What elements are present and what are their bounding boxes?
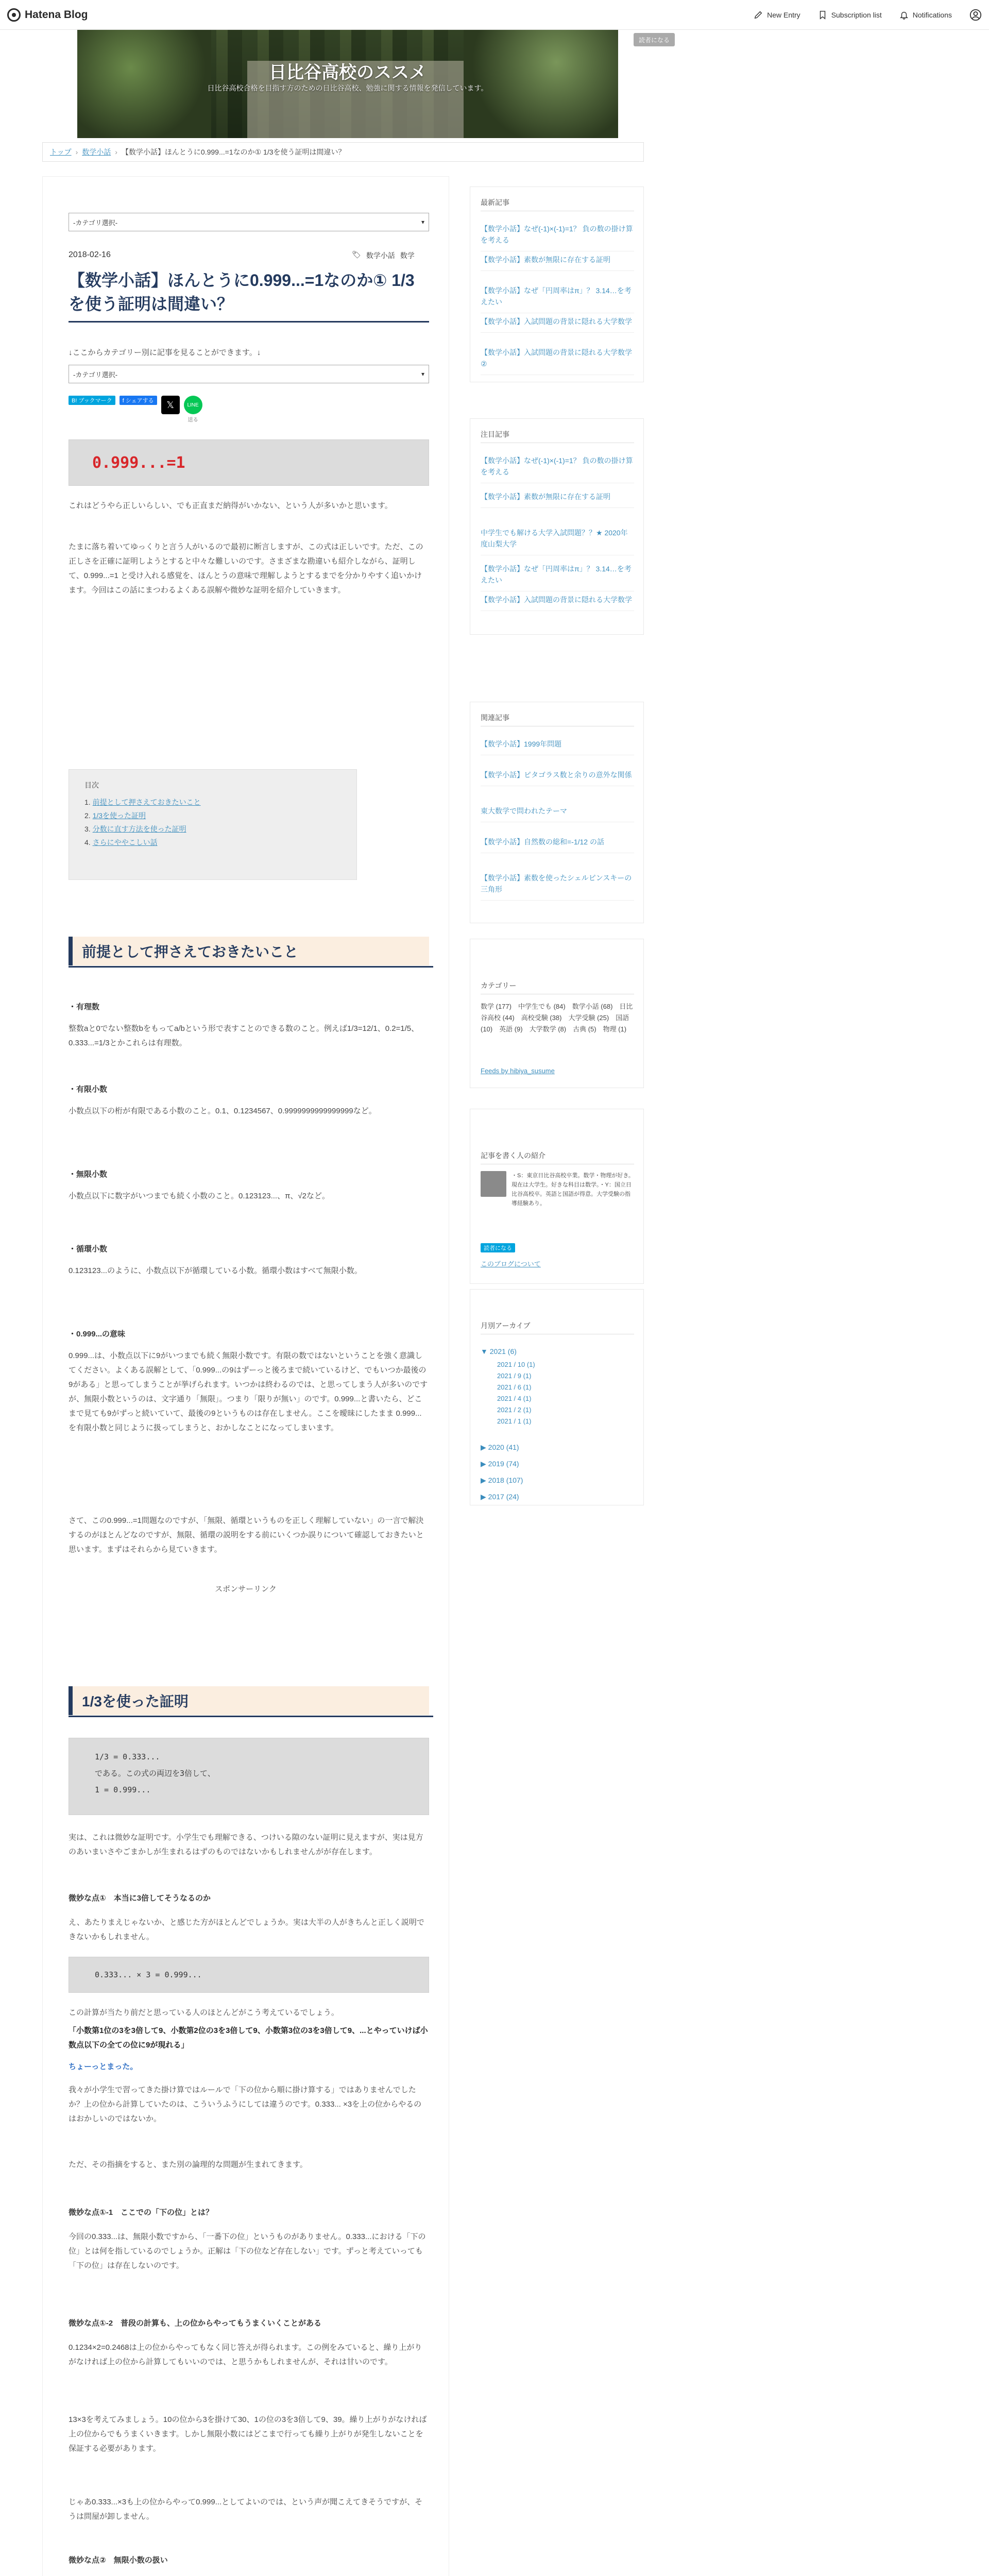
notifications-label: Notifications: [912, 10, 952, 19]
notifications-link[interactable]: [899, 10, 952, 20]
breadcrumb-separator: ›: [75, 148, 78, 156]
module-title: カテゴリー: [481, 981, 517, 990]
toc-link[interactable]: 1/3を使った証明: [92, 811, 146, 820]
user-menu[interactable]: [969, 9, 982, 21]
logo-text: Hatena Blog: [25, 8, 88, 21]
archive-month[interactable]: 2021 / 4 (1): [497, 1395, 532, 1402]
user-icon: [969, 9, 982, 21]
paragraph: ただ、その指摘をすると、また別の論理的な問題が生まれてきます。: [69, 2160, 308, 2169]
blue-text: ちょーっとまった。: [69, 2062, 138, 2071]
table-of-contents: 目次 1. 前提として押さえておきたいこと 2. 1/3を使った証明 3. 分数に直す方法を使った証明 4. さらにややこしい話: [69, 769, 357, 880]
category-link[interactable]: 数学小話: [366, 251, 395, 260]
sub-heading: 微妙な点①-1 ここでの「下の位」とは？: [69, 2208, 214, 2217]
category-select-value: -カテゴリ選択-: [73, 370, 118, 379]
section-heading: [69, 937, 429, 965]
archive-module: [470, 1289, 644, 1505]
line-share-button[interactable]: [184, 396, 202, 414]
proof-line: 1 = 0.999...: [95, 1785, 151, 1794]
pencil-icon: [754, 10, 763, 20]
archive-month[interactable]: 2021 / 9 (1): [497, 1372, 532, 1380]
proof-box: [69, 1738, 429, 1815]
category-select-top[interactable]: [69, 213, 429, 231]
related-entries-module: [470, 702, 644, 923]
related-entry-link[interactable]: 【数学小話】素数を使ったシェルピンスキーの三角形: [481, 872, 634, 901]
paragraph: 今回の0.333...は、無限小数ですから、「一番下の位」というものがありません。0.333...における「下の位」とは何を指しているのでしょうか。正解は「下の位など存在しない」です。ずっと考えていっても「下の位」は存在しないのです。: [69, 2232, 426, 2270]
proof-line: 1/3 = 0.333...: [95, 1752, 160, 1761]
readers-button[interactable]: 読者になる: [634, 33, 675, 46]
formula-text: 0.999...=1: [92, 453, 185, 472]
hatena-logo-icon: [7, 8, 21, 22]
toc-title: 目次: [84, 781, 99, 789]
paragraph: 整数aと0でない整数bをもってa/bという形で表すことのできる数のこと。例えば1/3=12/1、0.2=1/5、0.333...=1/3とかこれらは有理数。: [69, 1024, 419, 1047]
subscription-label: Subscription list: [831, 10, 882, 19]
calc-box: [69, 1957, 429, 1993]
breadcrumb: [42, 142, 644, 162]
tag-icon: 🏷: [352, 250, 361, 259]
category-intro: ↓ここからカテゴリー別に記事を見ることができます。↓: [69, 348, 261, 357]
hatena-blog-logo[interactable]: [7, 8, 88, 22]
related-entry-link[interactable]: 【数学小話】自然数の総和=-1/12 の話: [481, 836, 634, 853]
new-entry-label: New Entry: [767, 10, 800, 19]
x-icon: 𝕏: [166, 399, 174, 410]
recent-entry-link[interactable]: 【数学小話】入試問題の背景に隠れる大学数学: [481, 316, 634, 333]
breadcrumb-category[interactable]: 数学小話: [82, 148, 111, 156]
bookmark-icon: [818, 10, 827, 20]
chevron-down-icon: ▾: [421, 370, 424, 378]
paragraph: じゃあ0.333...×3も上の位からやって0.999...としてよいのでは、という声が聞こえてきそうですが、そうは問屋が卸しません。: [69, 2498, 423, 2521]
new-entry-link[interactable]: [754, 10, 800, 20]
paragraph: これはどうやら正しいらしい、でも正直まだ納得がいかない、という人が多いかと思います。: [69, 501, 393, 510]
term-heading: ・循環小数: [69, 1245, 108, 1253]
module-title: 注目記事: [481, 430, 509, 438]
sponsored-link-label: スポンサーリンク: [215, 1585, 277, 1594]
paragraph: 小数点以下の桁が有限である小数のこと。0.1、0.1234567、0.9999999999999999など。: [69, 1107, 377, 1115]
profile-module: [470, 1109, 644, 1284]
section-heading-text: 前提として押さえておきたいこと: [82, 944, 299, 960]
breadcrumb-current: 【数学小話】ほんとうに0.999...=1なのか① 1/3を使う証明は間違い？: [121, 148, 346, 156]
sub-heading: 微妙な点①-2 普段の計算も、上の位からやってもうまくいくことがある: [69, 2319, 322, 2328]
breadcrumb-top[interactable]: トップ: [50, 148, 72, 156]
archive-month[interactable]: 2021 / 1 (1): [497, 1417, 532, 1425]
paragraph: 我々が小学生で習ってきた掛け算ではルールで「下の位から順に掛け算する」ではありませんでしたか？上の位から計算していたのは、こういうふうにしては違うのです。0.333... ×3を上の位からやるのはおかしいのではないか。: [69, 2086, 422, 2123]
archive-year[interactable]: ▶ 2019 (74): [481, 1460, 519, 1468]
about-blog-link[interactable]: このブログについて: [481, 1260, 541, 1268]
popular-entry-link[interactable]: 【数学小話】素数が無限に存在する証明: [481, 491, 634, 508]
category-list[interactable]: 数学 (177) 中学生でも (84) 数学小話 (68) 日比谷高校 (44) 高校受験 (38) 大学受験 (25) 国語 (10) 英語 (9) 大学数学 (8) 古典 (5) 物理 (1): [481, 1003, 633, 1033]
category-link[interactable]: 数学: [400, 251, 415, 260]
paragraph: 小数点以下に数字がいつまでも続く小数のこと。0.123123...、π、√2など。: [69, 1192, 330, 1200]
hatena-bookmark-button[interactable]: B! ブックマーク: [69, 396, 115, 405]
category-select-inner[interactable]: [69, 365, 429, 383]
proof-line: である。この式の両辺を3倍して、: [95, 1769, 215, 1778]
entry-title[interactable]: 【数学小話】ほんとうに0.999...=1なのか① 1/3を使う証明は間違い？: [69, 271, 415, 313]
related-entry-link[interactable]: 【数学小話】1999年問題: [481, 738, 634, 755]
subscription-list-link[interactable]: [818, 10, 882, 20]
entry-date[interactable]: 2018-02-16: [69, 250, 111, 259]
archive-year[interactable]: ▶ 2020 (41): [481, 1443, 519, 1451]
calc-text: 0.333... × 3 = 0.999...: [95, 1970, 202, 1979]
blog-title[interactable]: 日比谷高校のススメ: [269, 62, 427, 83]
profile-text: ・S：東京日比谷高校卒業。数学・物理が好き。現在は大学生。好きな科目は数学。・Y：国立日比谷高校卒。英語と国語が得意。大学受験の指導経験あり。: [511, 1173, 634, 1207]
paragraph: 0.999...は、小数点以下に9がいつまでも続く無限小数です。有限の数ではないということを強く意識してください。よくある誤解として、「0.999...の9はずーっと後ろまで続いているけど、でもいつか最後の9がある」と思ってしまうことが挙げられます。いつかは終わるのでは、と思ってしまう人が多いのですが、無限小数というのは、文字通り「無限」。つまり「限りが無い」のです。0.999...と書いたら、どこまで見ても9がずっと続いていて、最後の9というものは存在しません。ここを曖昧にしたまま 0.999... を有限小数と同じように扱ってしまうと、おかしなことになってしまいます。: [69, 1351, 428, 1432]
section-heading: [69, 1686, 429, 1715]
paragraph: [69, 2060, 429, 2074]
avatar[interactable]: [481, 1171, 506, 1197]
popular-entries-module: [470, 418, 644, 635]
article: [42, 176, 449, 2576]
term-heading: ・有限小数: [69, 1085, 108, 1094]
blog-description: 日比谷高校合格を目指す方のための日比谷高校、勉強に関する情報を発信しています。: [207, 84, 488, 92]
section-heading-text: 1/3を使った証明: [82, 1693, 189, 1709]
paragraph: 0.123123...のように、小数点以下が循環している小数。循環小数はすべて無限小数。: [69, 1266, 362, 1275]
categories-module: [470, 939, 644, 1088]
related-entry-link[interactable]: 東大数学で問われたテーマ: [481, 805, 634, 822]
module-title: 月別アーカイブ: [481, 1321, 531, 1330]
facebook-share-button[interactable]: f シェアする: [120, 396, 157, 405]
paragraph: たまに落ち着いてゆっくりと言う人がいるので最初に断言しますが、この式は正しいです。ただ、この正しさを正確に証明しようとすると中々な難しいのです。さまざまな勘違いも紹介しながら、証明して、0.999...=1 と受け入れる感覚を、ほんとうの意味で理解しようとするまでを分かりやすく追いかけます。今回はこの話にまつわるよくある誤解や微妙な証明を紹介していきます。: [69, 543, 423, 595]
toc-link[interactable]: 分数に直す方法を使った証明: [92, 825, 186, 833]
toc-link[interactable]: さらにややこしい話: [92, 838, 158, 846]
popular-entry-link[interactable]: 【数学小話】なぜ(-1)×(-1)=1？ 負の数の掛け算を考える: [481, 455, 634, 483]
x-share-button[interactable]: [161, 396, 180, 414]
recent-entry-link[interactable]: 【数学小話】なぜ(-1)×(-1)=1？ 負の数の掛け算を考える: [481, 223, 634, 251]
title-underline: [69, 321, 429, 323]
module-title: 関連記事: [481, 714, 509, 722]
chevron-down-icon: ▾: [421, 218, 424, 226]
module-title: 最新記事: [481, 198, 509, 207]
share-buttons: [69, 396, 202, 423]
archive-year[interactable]: ▶ 2017 (24): [481, 1493, 519, 1501]
sub-heading: 微妙な点② 無限小数の扱い: [69, 2556, 168, 2565]
breadcrumb-separator: ›: [115, 148, 117, 156]
sub-heading: 微妙な点① 本当に3倍してそうなるのか: [69, 1894, 211, 1903]
toc-link[interactable]: 前提として押さえておきたいこと: [92, 798, 201, 806]
related-entry-link[interactable]: 【数学小話】ピタゴラス数と余りの意外な関係: [481, 769, 634, 786]
paragraph: この計算が当たり前だと思っている人のほとんどがこう考えているでしょう。: [69, 2008, 339, 2017]
module-title: 記事を書く人の紹介: [481, 1151, 545, 1160]
archive-month[interactable]: 2021 / 10 (1): [497, 1361, 535, 1368]
feed-link[interactable]: Feeds by hibiya_susume: [481, 1067, 555, 1075]
recent-entry-link[interactable]: 【数学小話】なぜ「円周率はπ」？ 3.14…を考えたい: [481, 285, 634, 313]
blog-header: [77, 30, 618, 138]
paragraph: さて、この0.999...=1問題なのですが、「無限、循環というものを正しく理解していない」の一言で解決するのがほとんどなのですが、無限、循環の説明をする前にいくつか誤りについて確認しておきたいと思います。まずはそれらから見ていきます。: [69, 1516, 424, 1554]
bell-icon: [899, 10, 909, 20]
global-nav: [0, 0, 989, 30]
paragraph: 13×3を考えてみましょう。10の位から3を掛けて30、1の位の3を3倍して9、39。繰り上がりがなければ上の位からでもうまくいきます。しかし無限小数にはどこまで行っても繰り上がりが発生しないことを保証する必要があります。: [69, 2415, 427, 2453]
popular-entry-link[interactable]: 中学生でも解ける大学入試問題？？★ 2020年度山梨大学: [481, 527, 634, 555]
recent-entries-module: [470, 187, 644, 382]
emphasis-text: 「小数第1位の3を3倍して9、小数第2位の3を3倍して9、小数第3位の3を3倍して9、...とやっていけば小数点以下の全ての位に9が現れる」: [69, 2026, 428, 2049]
paragraph: 実は、これは微妙な証明です。小学生でも理解できる、つけいる隙のない証明に見えますが、実は見方のあいまいさやごまかしが生まれるはずのものではないかもしれませんがが存在します。: [69, 1833, 423, 1856]
paragraph-emphasis: [69, 2024, 429, 2053]
popular-entry-link[interactable]: 【数学小話】なぜ「円周率はπ」？ 3.14…を考えたい: [481, 563, 634, 591]
term-heading: ・0.999...の意味: [69, 1330, 126, 1338]
paragraph: え、あたりまえじゃないか、と感じた方がほとんどでしょうか。実は大半の人がきちんと正しく説明できないかもしれません。: [69, 1918, 424, 1941]
term-heading: ・無限小数: [69, 1170, 108, 1179]
recent-entry-link[interactable]: 【数学小話】素数が無限に存在する証明: [481, 254, 634, 271]
profile-readers-button[interactable]: 読者になる: [481, 1243, 515, 1252]
archive-month[interactable]: 2021 / 2 (1): [497, 1406, 532, 1414]
term-heading: ・有理数: [69, 1003, 100, 1011]
formula-box: [69, 439, 429, 486]
popular-entry-link[interactable]: 【数学小話】入試問題の背景に隠れる大学数学: [481, 594, 634, 611]
recent-entry-link[interactable]: 【数学小話】入試問題の背景に隠れる大学数学②: [481, 347, 634, 375]
category-select-value: -カテゴリ選択-: [73, 218, 118, 227]
line-label: 送る: [187, 417, 198, 423]
archive-year[interactable]: ▼ 2021 (6): [481, 1347, 517, 1355]
archive-month[interactable]: 2021 / 6 (1): [497, 1383, 532, 1391]
archive-year[interactable]: ▶ 2018 (107): [481, 1476, 523, 1484]
entry-categories: [352, 250, 415, 261]
paragraph: 0.1234×2=0.2468は上の位からやってもなく同じ答えが得られます。この例をみていると、繰り上がりがなければ上の位から計算してもいいのでは、と思うかもしれませんが、それは甘いのです。: [69, 2343, 422, 2366]
line-icon: LINE: [187, 402, 199, 408]
